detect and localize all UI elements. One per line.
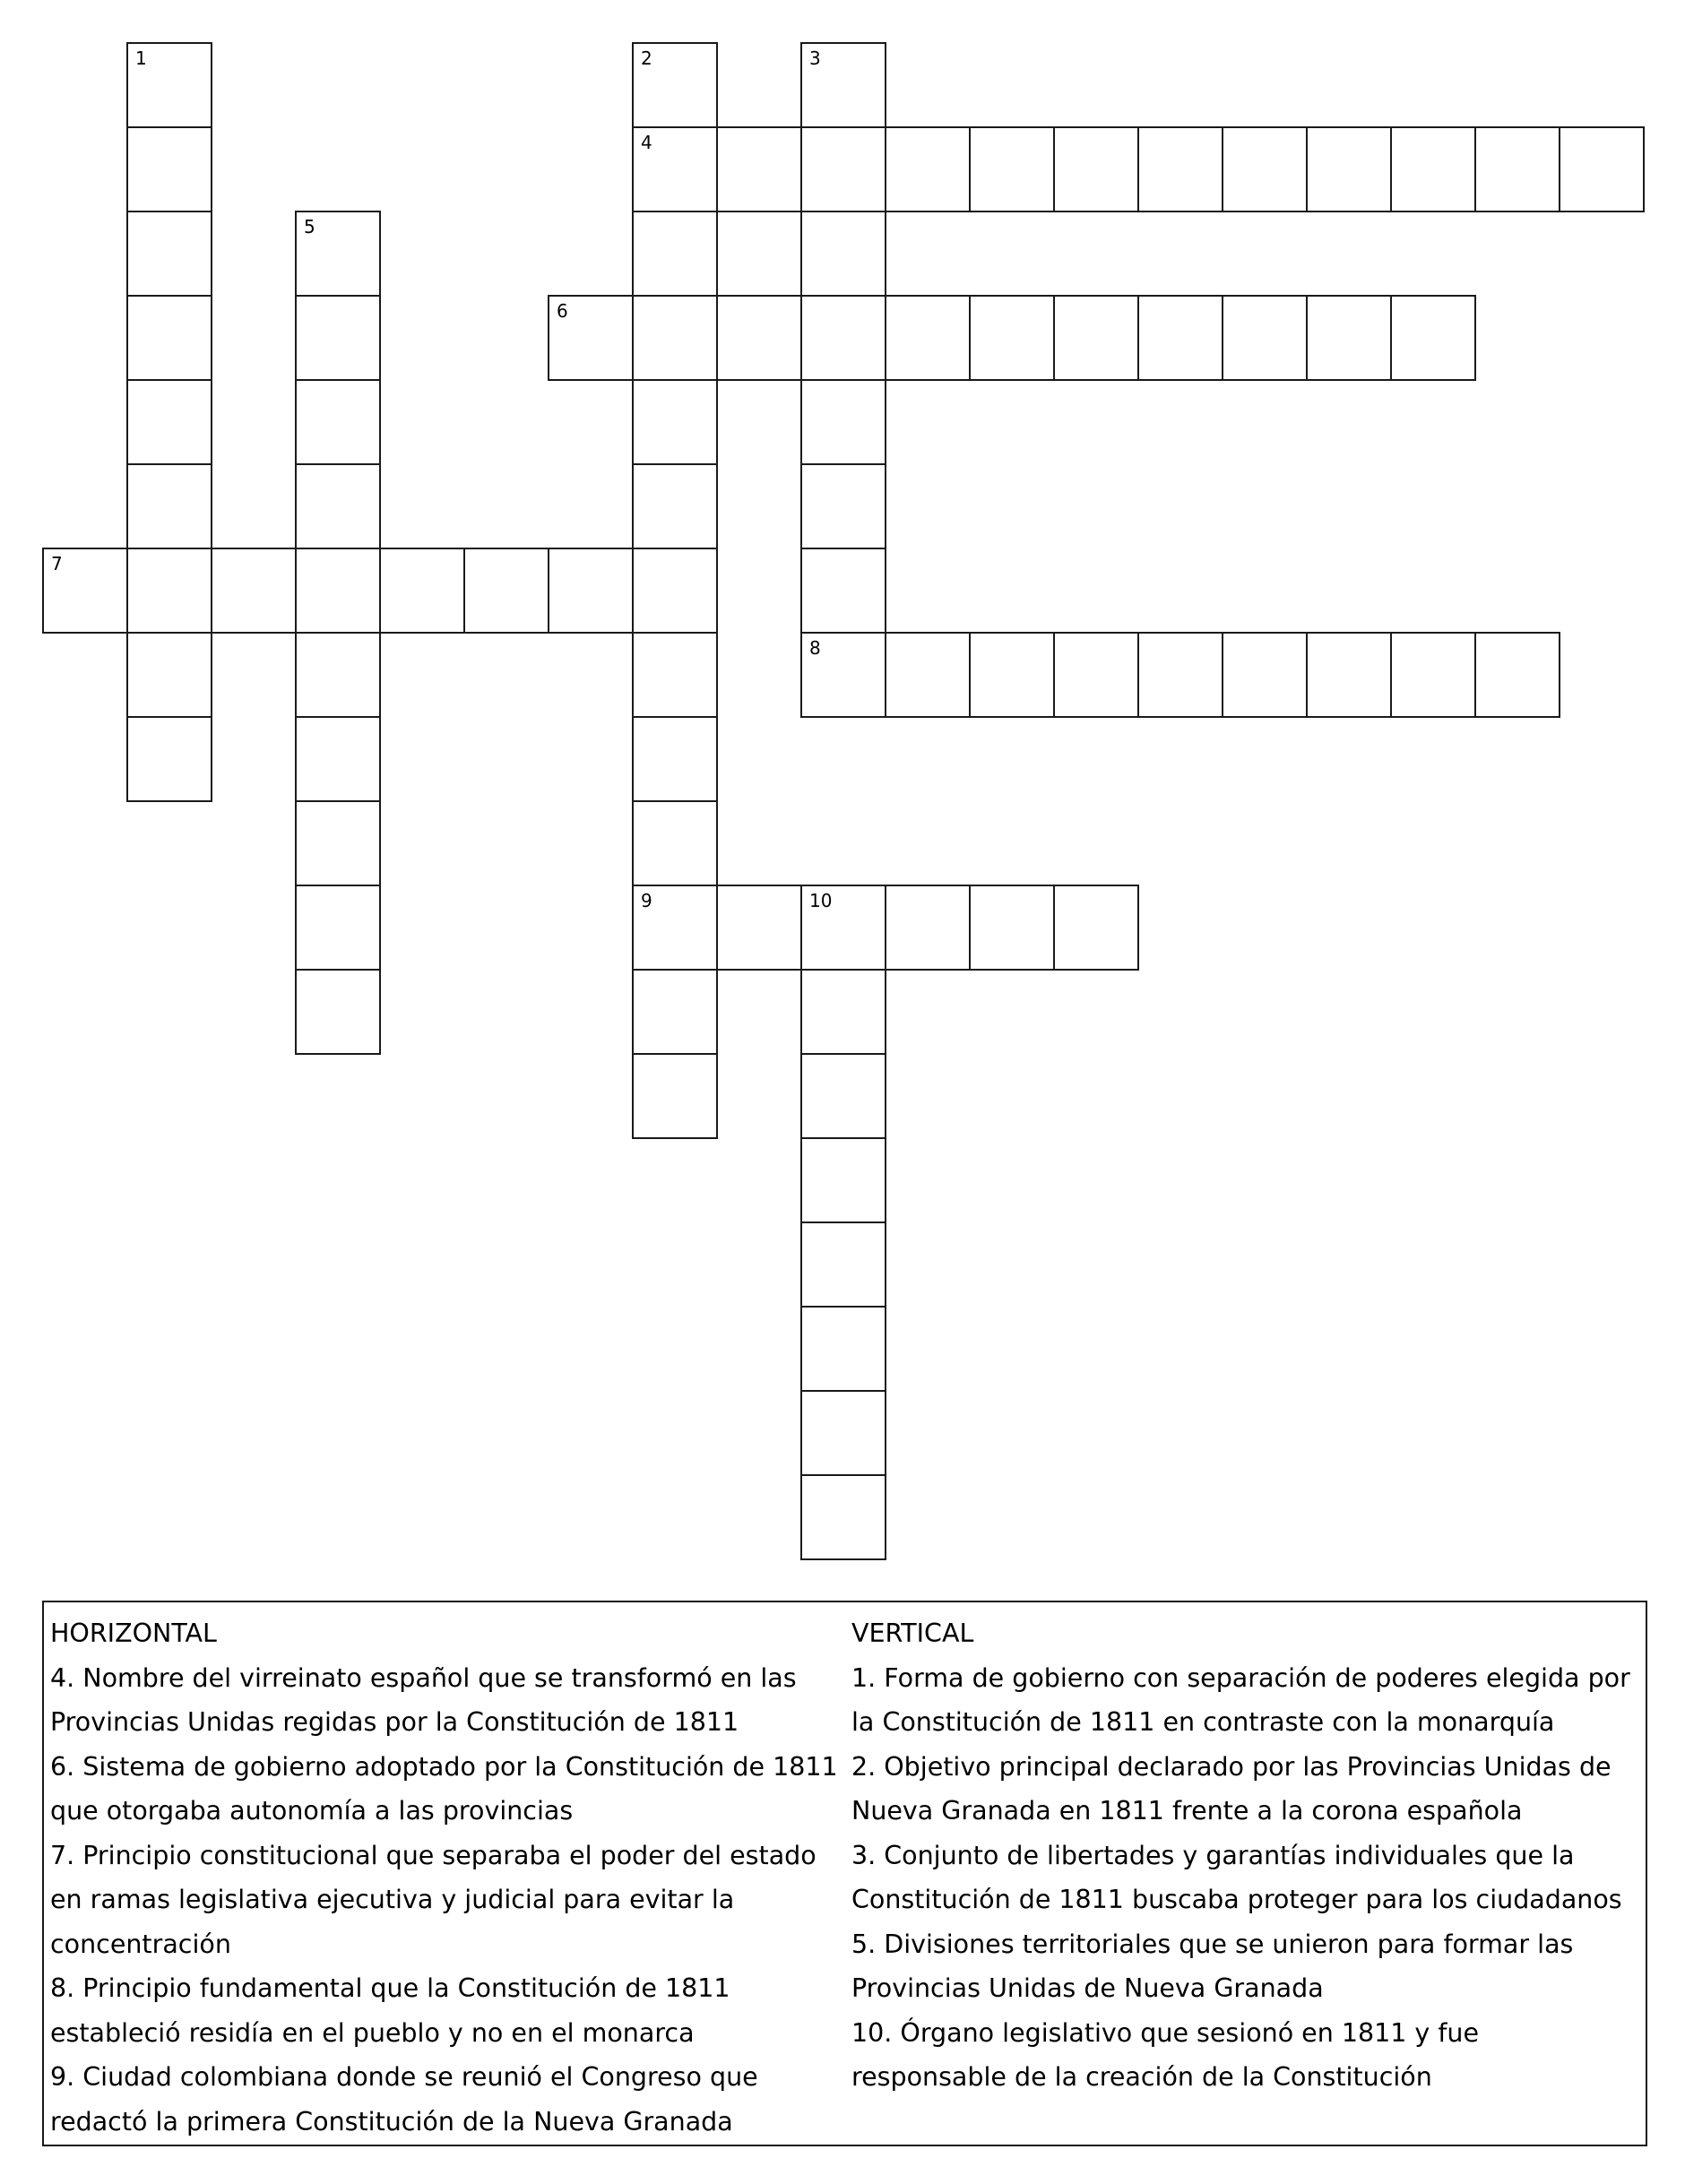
clues-box [42,1601,1647,2146]
grid-cell[interactable] [632,885,718,971]
grid-cell[interactable] [800,1306,886,1392]
grid-cell[interactable] [969,632,1055,718]
grid-cell[interactable] [211,548,297,634]
grid-cell[interactable] [1053,295,1139,381]
grid-cell[interactable] [126,42,212,128]
grid-cell[interactable] [800,379,886,465]
grid-cell[interactable] [463,548,549,634]
grid-cell[interactable] [295,379,381,465]
clue-number: 6 [557,300,568,322]
grid-cell[interactable] [126,463,212,549]
clue-number: 7 [51,553,63,574]
grid-cell[interactable] [800,42,886,128]
clue-down-2: 2. Objetivo principal declarado por las Provincias Unidas de Nueva Granada en 1811 frente a la corona española [851,1751,1612,1826]
grid-cell[interactable] [1390,295,1476,381]
grid-cell[interactable] [632,295,718,381]
grid-cell[interactable] [800,1221,886,1308]
clue-down-3: 3. Conjunto de libertades y garantías individuales que la Constitución de 1811 buscaba proteger para los ciudadanos [851,1840,1622,1914]
grid-cell[interactable] [379,548,465,634]
grid-cell[interactable] [800,1137,886,1223]
grid-cell[interactable] [800,885,886,971]
grid-cell[interactable] [1053,632,1139,718]
clue-number: 3 [809,47,821,69]
grid-cell[interactable] [969,126,1055,212]
grid-cell[interactable] [1137,632,1223,718]
grid-cell[interactable] [42,548,128,634]
grid-cell[interactable] [1137,295,1223,381]
grid-cell[interactable] [800,548,886,634]
grid-cell[interactable] [632,42,718,128]
grid-cell[interactable] [1306,126,1392,212]
grid-cell[interactable] [716,885,802,971]
grid-cell[interactable] [1053,126,1139,212]
grid-cell[interactable] [126,548,212,634]
grid-cell[interactable] [1474,126,1560,212]
grid-cell[interactable] [800,1390,886,1476]
grid-cell[interactable] [800,463,886,549]
grid-cell[interactable] [1559,126,1645,212]
grid-cell[interactable] [716,126,802,212]
clue-across-6: 6. Sistema de gobierno adoptado por la Constitución de 1811 que otorgaba autonomía a las provincias [50,1751,838,1826]
grid-cell[interactable] [716,295,802,381]
clue-number: 2 [641,47,652,69]
grid-cell[interactable] [632,126,718,212]
grid-cell[interactable] [885,632,971,718]
grid-cell[interactable] [295,463,381,549]
grid-cell[interactable] [1474,632,1560,718]
clue-across-7: 7. Principio constitucional que separaba el poder del estado en ramas legislativa ejecutiva y judicial para evitar la concentración [50,1840,817,1959]
grid-cell[interactable] [800,295,886,381]
grid-cell[interactable] [295,716,381,802]
grid-cell[interactable] [126,632,212,718]
grid-cell[interactable] [126,295,212,381]
clue-number: 9 [641,890,652,911]
grid-cell[interactable] [632,379,718,465]
grid-cell[interactable] [295,632,381,718]
clue-across-8: 8. Principio fundamental que la Constitución de 1811 estableció residía en el pueblo y no en el monarca [50,1973,730,2048]
grid-cell[interactable] [1053,885,1139,971]
grid-cell[interactable] [295,295,381,381]
clue-number: 10 [809,890,833,911]
grid-cell[interactable] [1390,126,1476,212]
grid-cell[interactable] [885,295,971,381]
grid-cell[interactable] [126,379,212,465]
clue-number: 8 [809,637,821,659]
clue-across-4: 4. Nombre del virreinato español que se transformó en las Provincias Unidas regidas por la Constitución de 1811 [50,1662,797,1737]
grid-cell[interactable] [295,969,381,1055]
grid-cell[interactable] [800,969,886,1055]
clue-across-9: 9. Ciudad colombiana donde se reunió el Congreso que redactó la primera Constitución de la Nueva Granada [50,2062,758,2137]
grid-cell[interactable] [632,211,718,297]
grid-cell[interactable] [295,548,381,634]
grid-cell[interactable] [632,800,718,886]
grid-cell[interactable] [800,1474,886,1560]
vertical-clues [851,1611,1640,2100]
horizontal-clues [50,1611,843,2144]
grid-cell[interactable] [885,126,971,212]
grid-cell[interactable] [632,716,718,802]
grid-cell[interactable] [1306,295,1392,381]
grid-cell[interactable] [1222,126,1308,212]
vertical-heading: VERTICAL [851,1619,974,1648]
grid-cell[interactable] [632,548,718,634]
grid-cell[interactable] [126,126,212,212]
clue-number: 4 [641,132,652,153]
grid-cell[interactable] [632,463,718,549]
grid-cell[interactable] [800,211,886,297]
grid-cell[interactable] [1222,632,1308,718]
grid-cell[interactable] [548,295,634,381]
grid-cell[interactable] [632,632,718,718]
grid-cell[interactable] [632,1053,718,1139]
grid-cell[interactable] [800,126,886,212]
grid-cell[interactable] [1390,632,1476,718]
grid-cell[interactable] [295,885,381,971]
clue-number: 5 [304,216,315,237]
grid-cell[interactable] [548,548,634,634]
grid-cell[interactable] [295,211,381,297]
clue-down-1: 1. Forma de gobierno con separación de poderes elegida por la Constitución de 1811 en contraste con la monarquía [851,1662,1630,1737]
grid-cell[interactable] [1306,632,1392,718]
grid-cell[interactable] [800,632,886,718]
grid-cell[interactable] [969,885,1055,971]
grid-cell[interactable] [969,295,1055,381]
clue-number: 1 [135,47,147,69]
grid-cell[interactable] [1137,126,1223,212]
grid-cell[interactable] [126,211,212,297]
grid-cell[interactable] [885,885,971,971]
clue-down-5: 5. Divisiones territoriales que se unieron para formar las Provincias Unidas de Nueva Granada [851,1929,1574,2003]
clue-down-10: 10. Órgano legislativo que sesionó en 1811 y fue responsable de la creación de la Constitución [851,2017,1479,2092]
horizontal-heading: HORIZONTAL [50,1619,217,1648]
grid-cell[interactable] [1222,295,1308,381]
grid-cell[interactable] [295,800,381,886]
grid-cell[interactable] [632,969,718,1055]
grid-cell[interactable] [126,716,212,802]
grid-cell[interactable] [800,1053,886,1139]
